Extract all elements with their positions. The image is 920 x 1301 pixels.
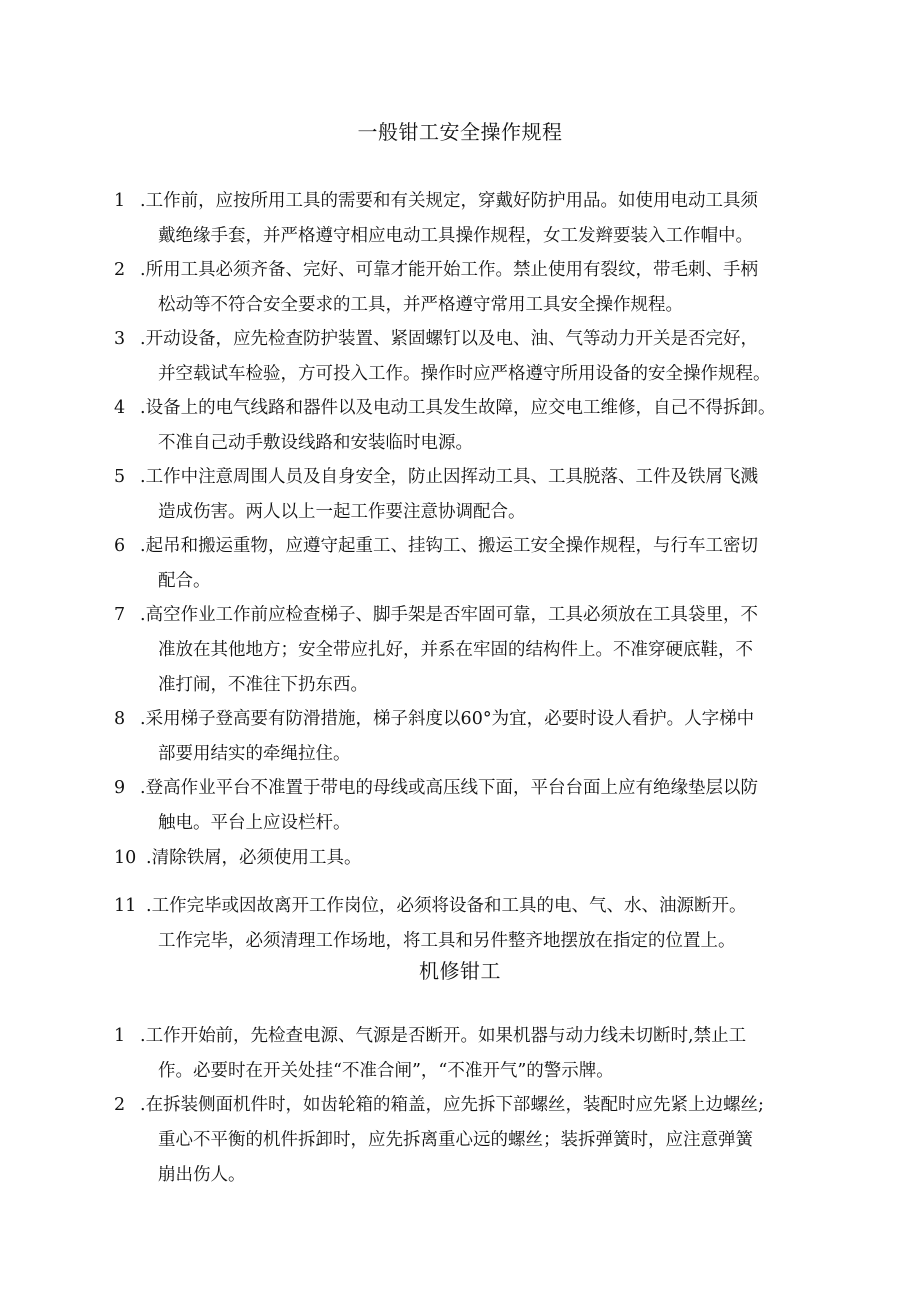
item-number: 6 [114,536,126,556]
item-number: 1 [114,1026,126,1046]
item-number: 1 [114,191,126,211]
item-text: 准放在其他地方；安全带应扎好，并系在牢固的结构件上。不准穿硬底鞋，不 [158,640,753,660]
list-item [114,460,854,530]
item-text: 造成伤害。两人以上一起工作要注意协调配合。 [158,502,526,522]
item-text: .工作中注意周围人员及自身安全，防止因挥动工具、工具脱落、工件及铁屑飞溅 [140,467,759,487]
list-item [114,253,854,323]
item-text: .开动设备，应先检查防护装置、紧固螺钉以及电、油、气等动力开关是否完好， [140,329,759,349]
item-text: 重心不平衡的机件拆卸时，应先拆离重心远的螺丝；装拆弹簧时，应注意弹簧 [158,1130,753,1150]
section-title: 机修钳工 [419,959,501,983]
item-text: 并空载试车检验，方可投入工作。操作时应严格遵守所用设备的安全操作规程。 [158,364,771,384]
item-text: 不准自己动手敷设线路和安装临时电源。 [158,433,473,453]
item-text: .工作完毕或因故离开工作岗位，必须将设备和工具的电、气、水、油源断开。 [146,896,747,916]
list-item [114,391,854,461]
list-item [114,598,854,703]
item-text: .工作开始前，先检查电源、气源是否断开。如果机器与动力线未切断时,禁止工 [140,1026,747,1046]
item-text: .起吊和搬运重物，应遵守起重工、挂钩工、搬运工安全操作规程，与行车工密切 [140,536,759,556]
list-item [114,184,854,254]
item-number: 8 [114,709,126,729]
item-text: 配合。 [158,571,211,591]
item-text: 作。必要时在开关处挂“不准合闸”，“不准开气”的警示牌。 [158,1061,614,1081]
item-text: 工作完毕，必须清理工作场地，将工具和另件整齐地摆放在指定的位置上。 [158,931,736,951]
item-number: 3 [114,329,126,349]
item-text: .所用工具必须齐备、完好、可靠才能开始工作。禁止使用有裂纹，带毛刺、手柄 [140,260,759,280]
item-text: 触电。平台上应设栏杆。 [158,813,351,833]
list-item [114,322,854,392]
item-text: .设备上的电气线路和器件以及电动工具发生故障，应交电工维修，自己不得拆卸。 [140,398,776,418]
item-text: .高空作业工作前应检查梯子、脚手架是否牢固可靠，工具必须放在工具袋里，不 [140,605,759,625]
item-number: 7 [114,605,126,625]
list-item [114,529,854,599]
list-item [114,702,854,772]
item-text: .在拆装侧面机件时，如齿轮箱的箱盖，应先拆下部螺丝，装配时应先紧上边螺丝; [140,1095,764,1115]
item-text: .工作前，应按所用工具的需要和有关规定，穿戴好防护用品。如使用电动工具须 [140,191,759,211]
item-text: .采用梯子登高要有防滑措施，梯子斜度以60°为宜，必要时设人看护。人字梯中 [140,709,755,729]
item-text: .清除铁屑，必须使用工具。 [146,848,362,868]
item-text: 准打闹，不准往下扔东西。 [158,675,368,695]
item-text: 戴绝缘手套，并严格遵守相应电动工具操作规程，女工发辫要装入工作帽中。 [158,226,753,246]
item-number: 2 [114,260,126,280]
item-number: 5 [114,467,126,487]
list-item [114,1019,854,1089]
page-title: 一般钳工安全操作规程 [357,120,563,144]
item-number: 4 [114,398,126,418]
list-item [114,889,854,959]
item-number: 11 [114,896,137,916]
list-item [114,771,854,841]
item-number: 10 [114,848,137,868]
item-text: .登高作业平台不准置于带电的母线或高压线下面，平台台面上应有绝缘垫层以防 [140,778,759,798]
item-number: 2 [114,1095,126,1115]
item-number: 9 [114,778,126,798]
item-text: 松动等不符合安全要求的工具，并严格遵守常用工具安全操作规程。 [158,295,683,315]
item-text: 部要用结实的牵绳拉住。 [158,744,351,764]
list-item [114,841,854,876]
list-item [114,1088,854,1193]
item-text: 崩出伤人。 [158,1165,246,1185]
